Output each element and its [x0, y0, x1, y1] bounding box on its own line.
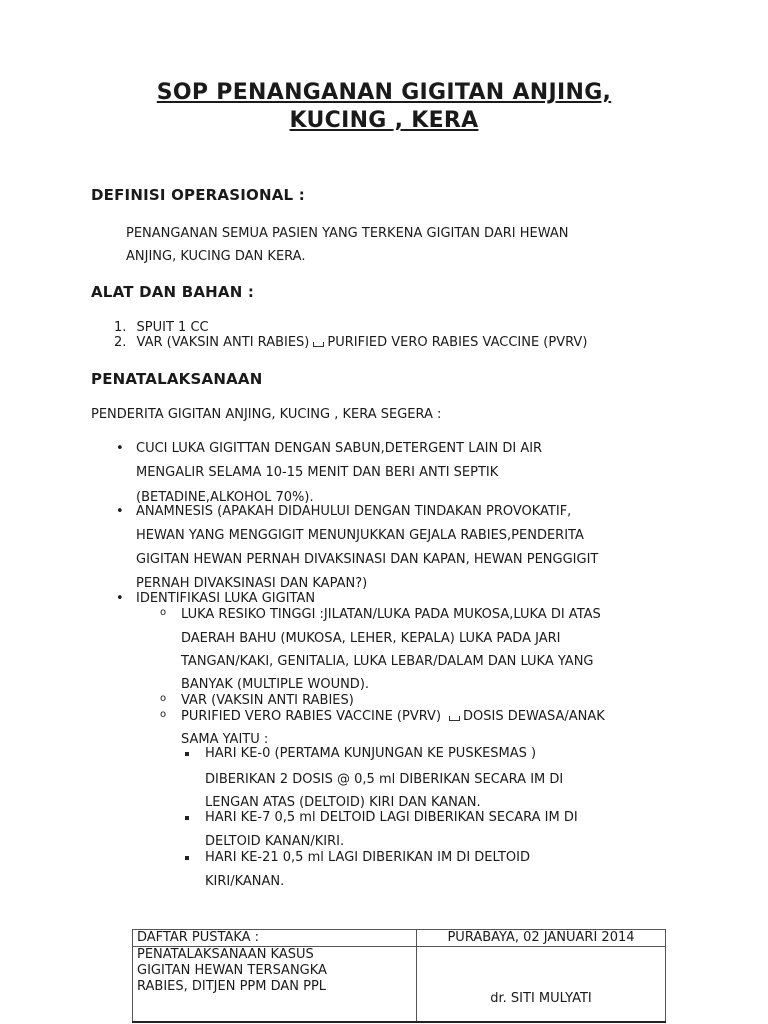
heading-definisi: DEFINISI OPERASIONAL :: [91, 186, 305, 204]
sub-bullet-line: VAR (VAKSIN ANTI RABIES): [181, 693, 354, 708]
sub-bullet-line: SAMA YAITU :: [181, 732, 269, 747]
missing-glyph-icon: [449, 716, 460, 721]
alat-item-2: [114, 335, 587, 350]
alat-item-1: [114, 320, 209, 335]
reference-line: RABIES, DITJEN PPM DAN PPL: [137, 979, 327, 994]
bullet-line: MENGALIR SELAMA 10-15 MENIT DAN BERI ANTI SEPTIK: [136, 465, 499, 480]
bullet-line: GIGITAN HEWAN PERNAH DIVAKSINASI DAN KAPAN, HEWAN PENGGIGIT: [136, 552, 599, 567]
bullet-line: (BETADINE,ALKOHOL 70%).: [136, 490, 314, 505]
bullet-line: PERNAH DIVAKSINASI DAN KAPAN?): [136, 576, 368, 591]
signature-cell: [417, 947, 666, 1023]
bullet-line: IDENTIFIKASI LUKA GIGITAN: [136, 591, 316, 606]
daftar-pustaka-header: DAFTAR PUSTAKA :: [133, 930, 417, 947]
sub-bullet-line: TANGAN/KAKI, GENITALIA, LUKA LEBAR/DALAM DAN LUKA YANG: [181, 654, 594, 669]
circle-bullet-icon: o: [160, 607, 167, 618]
subsub-line: LENGAN ATAS (DELTOID) KIRI DAN KANAN.: [205, 795, 481, 810]
list-number: 1.: [114, 320, 127, 335]
definisi-line: PENANGANAN SEMUA PASIEN YANG TERKENA GIGITAN DARI HEWAN: [126, 226, 569, 241]
alat-item-text: SPUIT 1 CC: [136, 320, 209, 335]
doc-title-line1: SOP PENANGANAN GIGITAN ANJING,: [156, 80, 612, 105]
reference-table: [132, 929, 666, 1023]
bullet-line: CUCI LUKA GIGITTAN DENGAN SABUN,DETERGENT LAIN DI AIR: [136, 441, 543, 456]
sub-bullet-text: DOSIS DEWASA/ANAK: [463, 709, 605, 724]
missing-glyph-icon: [313, 342, 324, 347]
reference-cell: [133, 947, 417, 1023]
subsub-line: HARI KE-21 0,5 ml LAGI DIBERIKAN IM DI DELTOID: [205, 850, 530, 865]
intro-text: PENDERITA GIGITAN ANJING, KUCING , KERA SEGERA :: [91, 407, 442, 422]
sub-bullet-line: [181, 709, 605, 724]
bullet-dot-icon: •: [116, 441, 124, 456]
date-cell: PURABAYA, 02 JANUARI 2014: [417, 930, 666, 947]
alat-item-text: PURIFIED VERO RABIES VACCINE (PVRV): [327, 335, 588, 350]
bullet-dot-icon: •: [116, 504, 124, 519]
sub-bullet-line: LUKA RESIKO TINGGI :JILATAN/LUKA PADA MUKOSA,LUKA DI ATAS: [181, 607, 601, 622]
sub-bullet-line: DAERAH BAHU (MUKOSA, LEHER, KEPALA) LUKA PADA JARI: [181, 631, 561, 646]
reference-line: GIGITAN HEWAN TERSANGKA: [137, 963, 327, 978]
square-bullet-icon: [185, 856, 189, 860]
definisi-line: ANJING, KUCING DAN KERA.: [126, 249, 306, 264]
subsub-line: KIRI/KANAN.: [205, 874, 285, 889]
subsub-line: HARI KE-0 (PERTAMA KUNJUNGAN KE PUSKESMAS ): [205, 746, 537, 761]
doc-title-line2: KUCING , KERA: [289, 108, 479, 133]
square-bullet-icon: [185, 816, 189, 820]
subsub-line: DELTOID KANAN/KIRI.: [205, 834, 345, 849]
bullet-dot-icon: •: [116, 591, 124, 606]
subsub-line: HARI KE-7 0,5 ml DELTOID LAGI DIBERIKAN SECARA IM DI: [205, 810, 578, 825]
bullet-line: ANAMNESIS (APAKAH DIDAHULUI DENGAN TINDAKAN PROVOKATIF,: [136, 504, 572, 519]
alat-item-text: VAR (VAKSIN ANTI RABIES): [136, 335, 310, 350]
circle-bullet-icon: o: [160, 693, 167, 704]
reference-line: PENATALAKSANAAN KASUS: [137, 947, 314, 962]
heading-alat: ALAT DAN BAHAN :: [91, 283, 255, 301]
square-bullet-icon: [185, 752, 189, 756]
list-number: 2.: [114, 335, 127, 350]
sub-bullet-text: PURIFIED VERO RABIES VACCINE (PVRV): [181, 709, 442, 724]
bullet-line: HEWAN YANG MENGGIGIT MENUNJUKKAN GEJALA RABIES,PENDERITA: [136, 528, 584, 543]
subsub-line: DIBERIKAN 2 DOSIS @ 0,5 ml DIBERIKAN SECARA IM DI: [205, 772, 564, 787]
heading-penatalaksanaan: PENATALAKSANAAN: [91, 370, 263, 388]
circle-bullet-icon: o: [160, 709, 167, 720]
sub-bullet-line: BANYAK (MULTIPLE WOUND).: [181, 677, 370, 692]
signatory-name: dr. SITI MULYATI: [490, 991, 592, 1006]
